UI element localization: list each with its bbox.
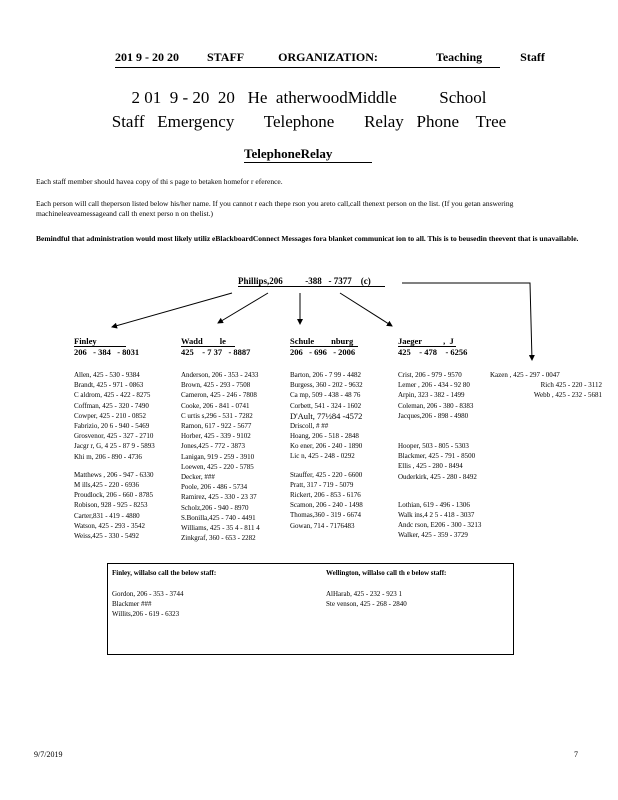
list-item: Willits,206 - 619 - 6323 [112,610,180,618]
list-item: Blackmer ### [112,600,152,608]
box-left-list [112,589,184,619]
paragraph-3: Bemindful that administration would most likely utiliz eBlackboardConnect Messages fora blanket communicat ion to all. This is to beusedin theevent that is unavailable. [36,234,579,243]
list-item: Lemer , 206 - 434 - 92 80 [398,381,470,390]
list-item: Zinkgraf, 360 - 653 - 2282 [181,534,256,543]
list-item: Williams, 425 - 35 4 - 811 4 [181,524,260,533]
list-item: Barton, 206 - 7 99 - 4482 [290,371,361,379]
column-waddle-list [181,370,260,543]
list-item: Lothian, 619 - 496 - 1306 [398,500,470,509]
list-item: Ste venson, 425 - 268 - 2840 [326,600,407,608]
list-item: Webb , 425 - 232 - 5681 [533,391,602,400]
box-left-title: Finley, willalso call the below staff: [112,569,217,577]
column-phone: 425 - 7 37 - 8887 [181,347,251,357]
list-item: Burgess, 360 - 202 - 9632 [290,381,363,390]
column-finley-list [74,370,155,541]
subtitle: TelephoneRelay [244,146,372,163]
list-item: Lanigan, 919 - 259 - 3910 [181,452,255,461]
column-jaeger-header [398,336,467,357]
root-contact: Phillips,206 -388 - 7377 (c) [238,276,385,287]
footer-date: 9/7/2019 [34,750,63,759]
list-item: Ca mp, 509 - 438 - 48 76 [290,391,361,400]
column-phone: 206 - 696 - 2006 [290,347,356,357]
list-item: Allen, 425 - 530 - 9384 [74,371,140,379]
list-item: Anderson, 206 - 353 - 2433 [181,371,259,379]
list-item: AlHarab, 425 - 232 - 923 1 [326,590,403,598]
arrow-waddle [218,293,268,323]
header-org: ORGANIZATION: [278,50,378,64]
list-spacer [398,421,481,441]
column-name: Wadd le [181,336,235,347]
list-item: Cowper, 425 - 210 - 0852 [74,411,147,420]
column-schulenburg-header [290,336,358,357]
list-item: Jones,425 - 772 - 3873 [181,442,245,451]
list-item: Poole, 206 - 486 - 5734 [181,483,248,492]
list-item: Crist, 206 - 979 - 9570 [398,371,462,379]
list-item: Walk ins,4 2 5 - 418 - 3037 [398,511,475,520]
list-item: Weiss,425 - 330 - 5492 [74,532,139,541]
list-item: Scholz,206 - 940 - 8970 [181,503,249,512]
list-item: Grosvenor, 425 - 327 - 2710 [74,432,154,441]
arrow-finley [112,293,232,327]
list-item: Ouderkirk, 425 - 280 - 8492 [398,472,477,481]
column-waddle-header [181,336,250,357]
paragraph-1: Each staff member should havea copy of thi s page to betaken homefor r eference. [36,177,283,186]
list-item: Blackmer, 425 - 791 - 8500 [398,452,476,461]
column-name: Jaeger , J [398,336,456,347]
list-item: Pratt, 317 - 719 - 5079 [290,480,354,489]
column-name: Schule nburg [290,336,358,347]
paragraph-2: Each person will call theperson listed below his/her name. If you cannot r each thepe rson you areto call,call thenext person on the list. (If you getan answering machineleaveamessageand call th enext perso n on thelist.) [36,199,514,218]
list-item: Ramirez, 425 - 330 - 23 37 [181,493,257,502]
list-item: Rickert, 206 - 853 - 6176 [290,491,361,500]
column-name: Finley [74,336,126,347]
list-item: Carter,831 - 419 - 4880 [74,511,140,520]
list-item: Jacques,206 - 898 - 4980 [398,411,469,420]
box-right-title: Wellington, willalso call th e below staff: [326,569,447,577]
list-item: Stauffer, 425 - 220 - 6600 [290,470,363,479]
column-phone: 425 - 478 - 6256 [398,347,468,357]
list-item: Watson, 425 - 293 - 3542 [74,521,145,530]
list-item: Jacgr r, G, 4 25 - 87 9 - 5893 [74,442,155,451]
list-item: M ills,425 - 220 - 6936 [74,481,139,490]
list-item: Fabrizio, 20 6 - 940 - 5469 [74,422,150,431]
arrow-jaeger [340,293,392,326]
list-item: Coleman, 206 - 380 - 8383 [398,401,474,410]
list-item: Andc rson, E206 - 300 - 3213 [398,521,482,530]
header-staff2: Staff [520,50,545,64]
header-teaching: Teaching [435,50,483,64]
list-item: Horber, 425 - 339 - 9102 [181,432,251,441]
list-item: Rich 425 - 220 - 3112 [540,381,602,390]
title-line-1: 2 01 9 - 20 20 He atherwoodMiddle School [131,88,487,107]
list-item: Robison, 928 - 925 - 8253 [74,501,148,510]
column-jaeger-list [398,370,481,541]
list-spacer [398,482,481,500]
list-item: D'Ault, 77½84 -4572 [290,410,363,421]
list-item: Scamon, 206 - 240 - 1498 [290,501,363,510]
list-item: Hooper, 503 - 805 - 5303 [398,442,469,451]
list-item: Matthews , 206 - 947 - 6330 [74,470,154,479]
footer-page-number: 7 [574,750,578,759]
list-item: Walker, 425 - 359 - 3729 [398,531,468,540]
list-item: Gordon, 206 - 353 - 3744 [112,590,184,598]
header-year: 201 9 - 20 20 [115,50,179,64]
list-item: Kazen , 425 - 297 - 0047 [490,371,560,379]
list-spacer [290,462,363,470]
list-item: Ko ener, 206 - 240 - 1890 [290,442,363,451]
column-finley-header [74,336,139,357]
list-item: Driscoll, # ## [290,421,329,430]
column-kazen-list [490,370,602,401]
list-item: Cooke, 206 - 841 - 0741 [181,401,250,410]
list-item: C urtis s,296 - 531 - 7282 [181,411,253,420]
column-schulenburg-list [290,370,363,531]
additional-calls-box [107,563,514,655]
list-item: Loewen, 425 - 220 - 5785 [181,462,254,471]
title-line-2: Staff Emergency Telephone Relay Phone Tree [111,112,507,131]
list-item: Hoang, 206 - 518 - 2848 [290,432,359,441]
list-item: Coffman, 425 - 320 - 7490 [74,401,149,410]
header-staff: STAFF [207,50,245,64]
list-item: Ellis , 425 - 280 - 8494 [398,462,463,471]
list-item: C aldrom, 425 - 422 - 8275 [74,391,151,400]
column-phone: 206 - 384 - 8031 [74,347,140,357]
list-item: Khi m, 206 - 890 - 4736 [74,452,142,461]
list-item: Cameron, 425 - 246 - 7808 [181,391,257,400]
list-item: Brandt, 425 - 971 - 0863 [74,381,144,390]
list-item: Gowan, 714 - 7176483 [290,521,355,530]
box-right-list [326,589,407,609]
list-item: Brown, 425 - 293 - 7508 [181,381,251,390]
list-item: Thomas,360 - 319 - 6674 [290,511,361,520]
list-item: Proudlock, 206 - 660 - 8785 [74,491,153,500]
list-item: Arpin, 323 - 382 - 1499 [398,391,465,400]
list-item: Ramon, 617 - 922 - 5677 [181,422,252,431]
list-item: Lic n, 425 - 248 - 0292 [290,452,355,461]
list-spacer [74,462,155,470]
list-item: Decker, ### [181,473,215,482]
list-item: S.Bonilla,425 - 740 - 4491 [181,513,256,522]
list-item: Corbett, 541 - 324 - 1602 [290,401,362,410]
